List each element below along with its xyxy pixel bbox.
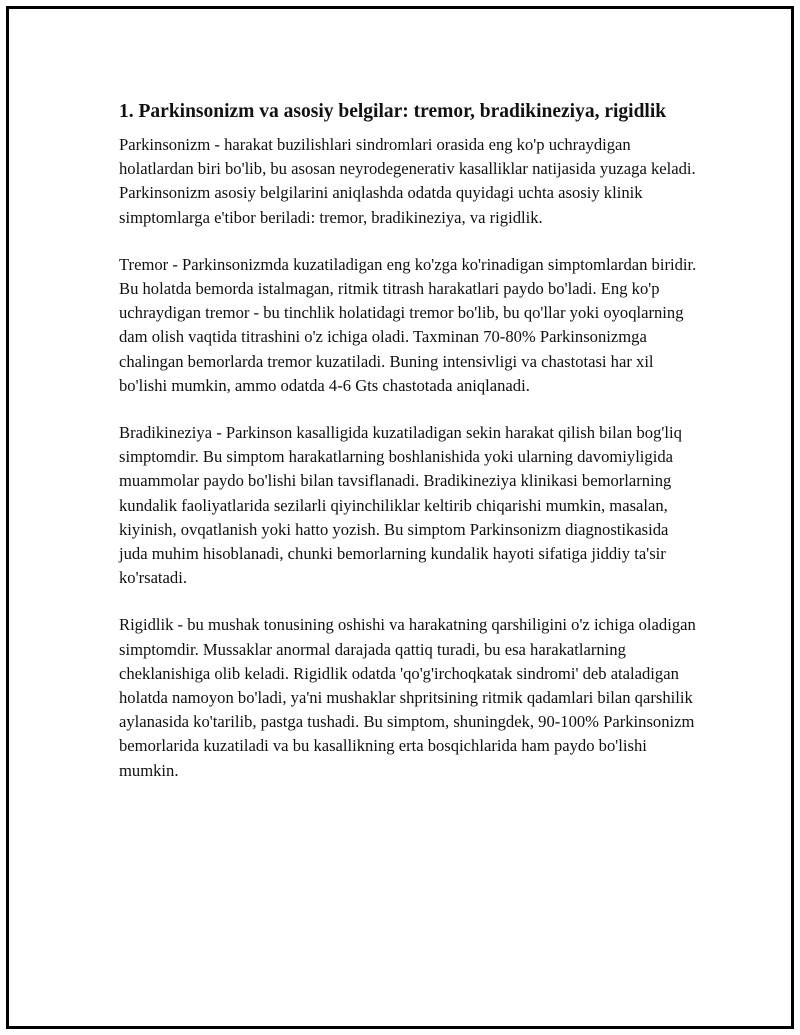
paragraph-tremor: Tremor - Parkinsonizmda kuzatiladigan eng ko'zga ko'rinadigan simptomlardan biridir. Bu holatda bemorda istalmagan, ritmik titrash harakatlari paydo bo'ladi. Eng ko'p uchraydigan tremor - bu tinchlik holatidagi tremor bo'lib, bu qo'llar yoki oyoqlarning dam olish vaqtida titrashini o'z ichiga oladi. Taxminan 70-80% Parkinsonizmga chalingan bemorlarda tremor kuzatiladi. Buning intensivligi va chastotasi har xil bo'lishi mumkin, ammo odatda 4-6 Gts chastotada aniqlanadi. [119, 254, 697, 395]
paragraph-parkinsonism-intro: Parkinsonizm - harakat buzilishlari sindromlari orasida eng ko'p uchraydigan holatlardan biri bo'lib, bu asosan neyrodegenerativ kasalliklar natijasida yuzaga keladi. Parkinsonizm asosiy belgilarini aniqlashda odatda quyidagi uchta asosiy klinik simptomlarga e'tibor beriladi: tremor, bradikineziya, va rigidlik. [119, 135, 696, 227]
page-frame [6, 6, 794, 1029]
paragraph-bradykinesia: Bradikineziya - Parkinson kasalligida kuzatiladigan sekin harakat qilish bilan bog'liq simptomdir. Bu simptom harakatlarning boshlanishida yoki ularning davomiyligida muammolar paydo bo'lishi bilan tavsiflanadi. Bradikineziya klinikasi bemorlarning kundalik faoliyatlarida sezilarli qiyinchiliklar keltirib chiqarishi mumkin, masalan, kiyinish, ovqatlanish yoki hatto yozish. Bu simptom Parkinsonizm diagnostikasida juda muhim hisoblanadi, chunki bemorlarning kundalik hayoti sifatiga jiddiy ta'sir ko'rsatadi. [119, 423, 682, 588]
document-body [119, 98, 699, 806]
paragraph-rigidity: Rigidlik - bu mushak tonusining oshishi va harakatning qarshiligini o'z ichiga oladigan simptomdir. Mussaklar anormal darajada qattiq turadi, bu esa harakatlarning cheklanishiga olib keladi. Rigidlik odatda 'qo'g'irchoqkatak sindromi' deb ataladigan holatda namoyon bo'ladi, ya'ni mushaklar shpritsining ritmik qadamlari bilan qarshilik aylanasida ko'tarilib, pastga tushadi. Bu simptom, shuningdek, 90-100% Parkinsonizm bemorlarida kuzatiladi va bu kasallikning erta bosqichlarida ham paydo bo'lishi mumkin. [119, 615, 696, 780]
section-title: 1. Parkinsonizm va asosiy belgilar: tremor, bradikineziya, rigidlik [119, 101, 667, 122]
